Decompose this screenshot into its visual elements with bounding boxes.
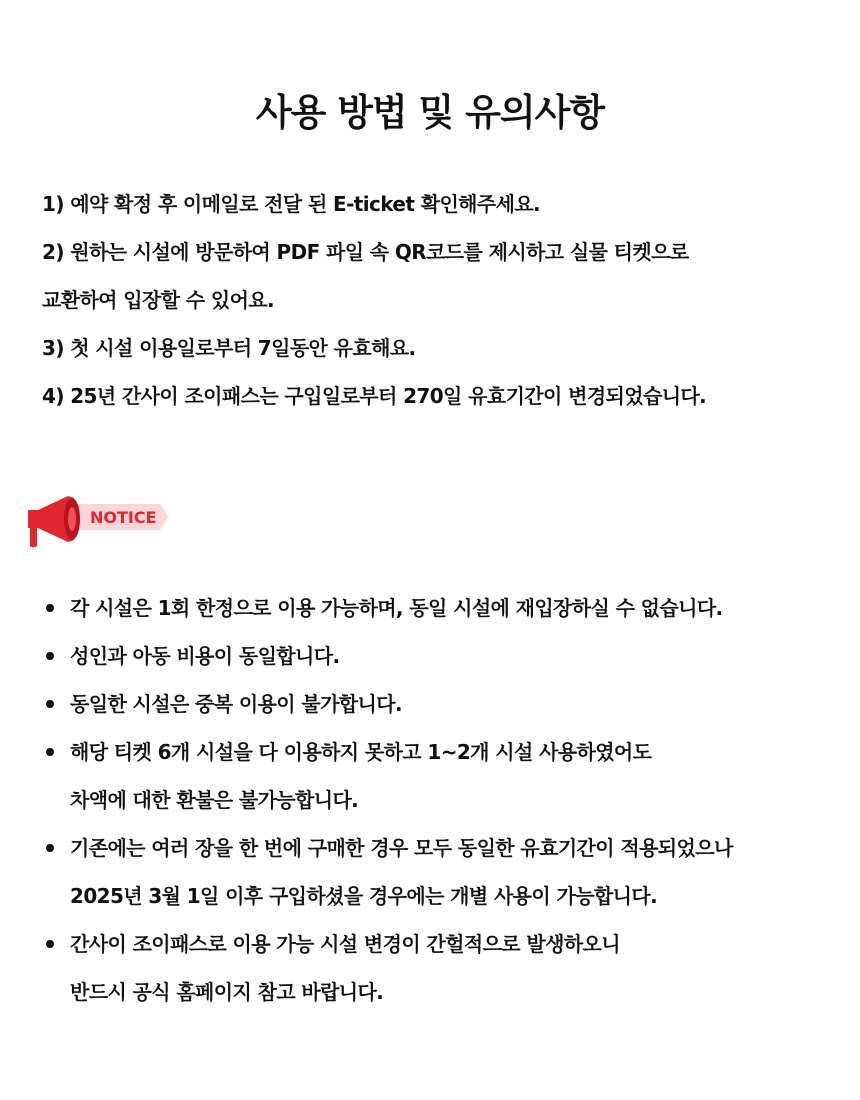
notice-list <box>42 584 832 1016</box>
usage-line: 1) 예약 확정 후 이메일로 전달 된 E-ticket 확인해주세요. <box>42 192 541 216</box>
notice-line: 해당 티켓 6개 시설을 다 이용하지 못하고 1~2개 시설 사용하였어도 <box>70 740 652 764</box>
notice-item <box>42 920 832 1016</box>
notice-item <box>42 824 832 920</box>
page-title: 사용 방법 및 유의사항 <box>255 90 605 134</box>
notice-badge <box>22 490 172 550</box>
notice-item <box>42 728 832 824</box>
notice-line: 간사이 조이패스로 이용 가능 시설 변경이 간헐적으로 발생하오니 <box>70 932 620 956</box>
notice-line: 2025년 3월 1일 이후 구입하셨을 경우에는 개별 사용이 가능합니다. <box>70 884 658 908</box>
bullet-dot <box>46 844 54 852</box>
notice-item <box>42 632 832 680</box>
usage-instructions <box>42 180 832 420</box>
notice-line: 반드시 공식 홈페이지 참고 바랍니다. <box>70 980 384 1004</box>
notice-line: 각 시설은 1회 한정으로 이용 가능하며, 동일 시설에 재입장하실 수 없습니다. <box>70 596 723 620</box>
bullet-dot <box>46 652 54 660</box>
bullet-dot <box>46 700 54 708</box>
notice-label: NOTICE <box>90 508 157 527</box>
bullet-dot <box>46 940 54 948</box>
usage-line: 2) 원하는 시설에 방문하여 PDF 파일 속 QR코드를 제시하고 실물 티켓으로 <box>42 240 689 264</box>
usage-line: 교환하여 입장할 수 있어요. <box>42 288 275 312</box>
notice-line: 동일한 시설은 중복 이용이 불가합니다. <box>70 692 402 716</box>
usage-line: 4) 25년 간사이 조이패스는 구입일로부터 270일 유효기간이 변경되었습니다. <box>42 384 707 408</box>
notice-item <box>42 584 832 632</box>
bullet-dot <box>46 748 54 756</box>
usage-line: 3) 첫 시설 이용일로부터 7일동안 유효해요. <box>42 336 416 360</box>
notice-badge-graphic <box>22 490 172 550</box>
notice-line: 성인과 아동 비용이 동일합니다. <box>70 644 340 668</box>
megaphone-icon <box>28 496 80 548</box>
notice-line: 기존에는 여러 장을 한 번에 구매한 경우 모두 동일한 유효기간이 적용되었으나 <box>70 836 733 860</box>
notice-line: 차액에 대한 환불은 불가능합니다. <box>70 788 359 812</box>
bullet-dot <box>46 604 54 612</box>
notice-item <box>42 680 832 728</box>
